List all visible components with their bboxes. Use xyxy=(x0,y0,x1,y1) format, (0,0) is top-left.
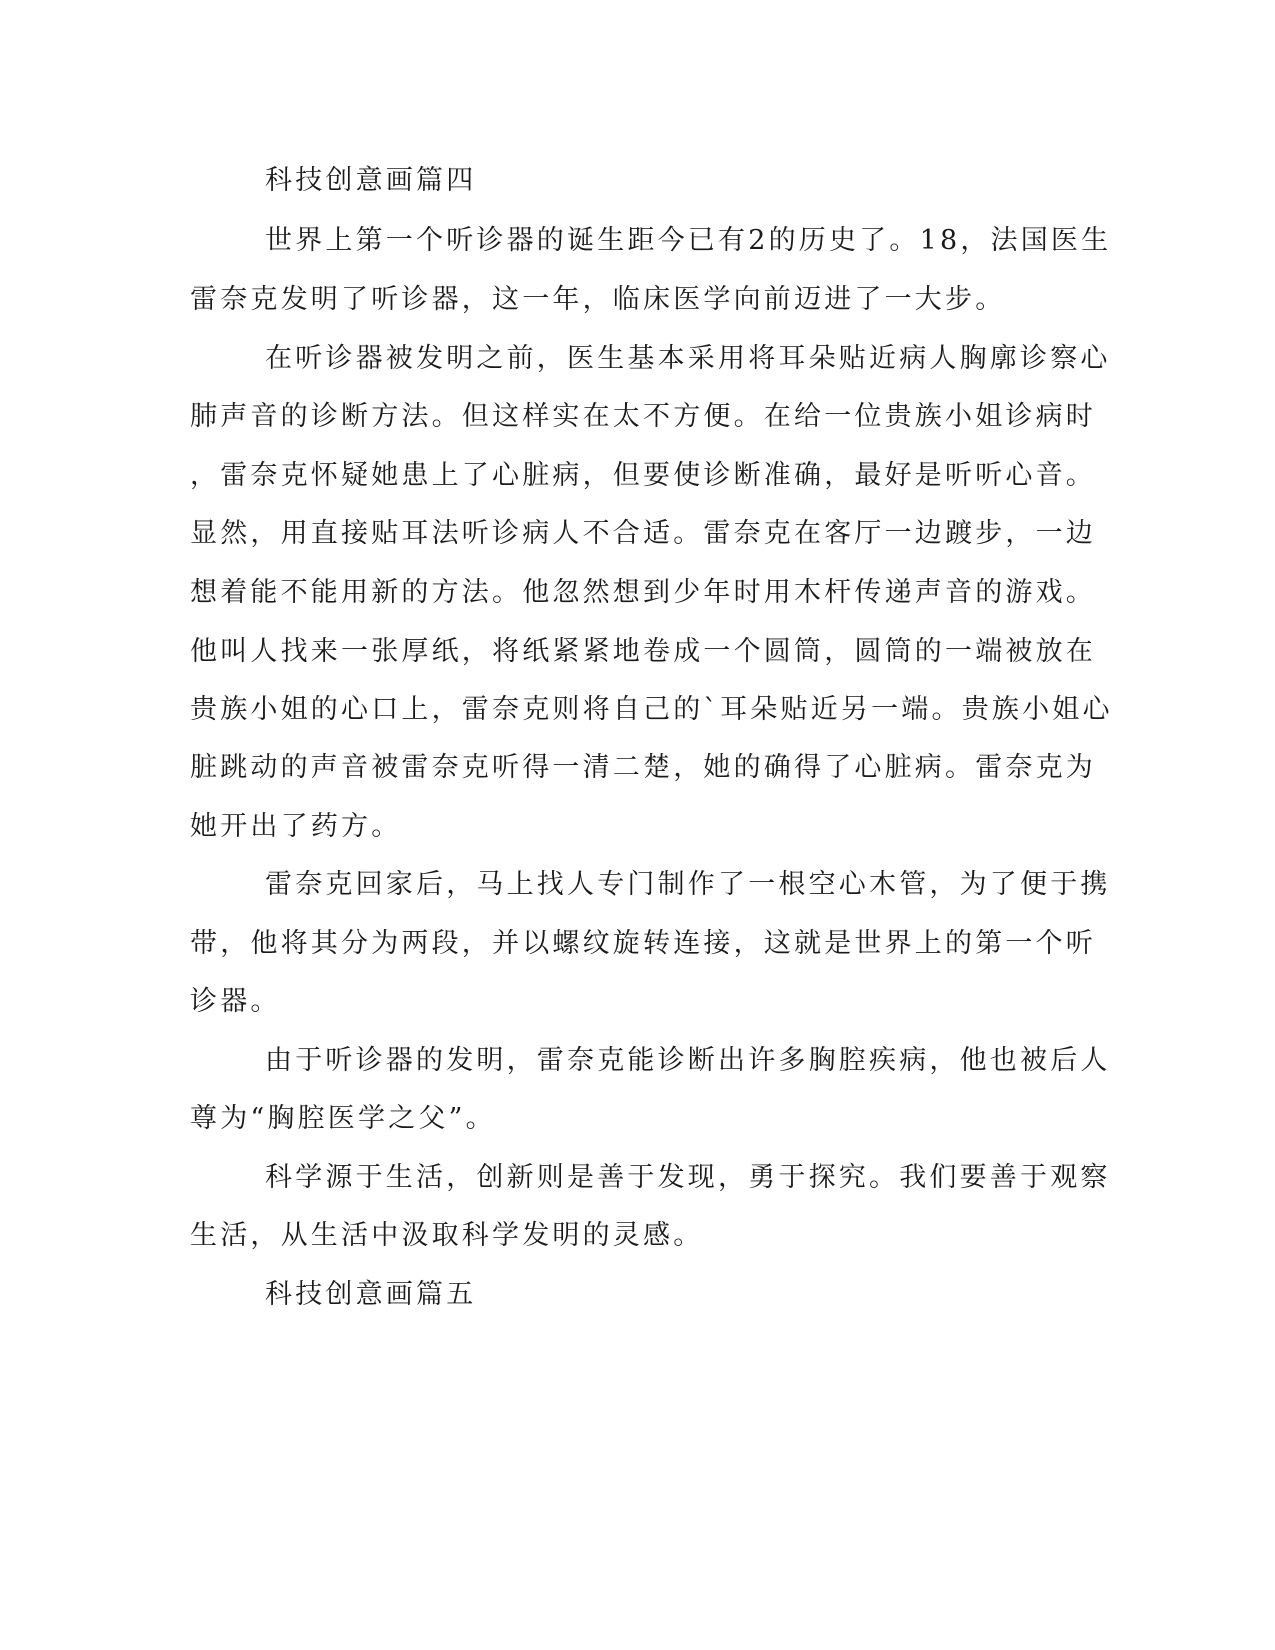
paragraph-line: 贵族小姐的心口上，雷奈克则将自己的`耳朵贴近另一端。贵族小姐心 xyxy=(190,694,1113,725)
paragraph-line: 由于听诊器的发明，雷奈克能诊断出许多胸腔疾病，他也被后人 xyxy=(265,1045,1111,1076)
paragraph-line: ，雷奈克怀疑她患上了心脏病，但要使诊断准确，最好是听听心音。 xyxy=(190,460,1096,491)
paragraph-line: 她开出了药方。 xyxy=(190,811,402,842)
paragraph-line: 尊为“胸腔医学之父”。 xyxy=(190,1103,496,1134)
section-heading: 科技创意画篇五 xyxy=(265,1279,477,1310)
paragraph-line: 显然，用直接贴耳法听诊病人不合适。雷奈克在客厅一边踱步，一边 xyxy=(190,518,1096,549)
paragraph-line: 雷奈克发明了听诊器，这一年，临床医学向前迈进了一大步。 xyxy=(190,284,1006,315)
paragraph-line: 他叫人找来一张厚纸，将纸紧紧地卷成一个圆筒，圆筒的一端被放在 xyxy=(190,636,1096,667)
paragraph-line: 生活，从生活中汲取科学发明的灵感。 xyxy=(190,1220,704,1251)
paragraph-line: 雷奈克回家后，马上找人专门制作了一根空心木管，为了便于携 xyxy=(265,869,1111,900)
paragraph-line: 带，他将其分为两段，并以螺纹旋转连接，这就是世界上的第一个听 xyxy=(190,928,1096,959)
paragraph-line: 脏跳动的声音被雷奈克听得一清二楚，她的确得了心脏病。雷奈克为 xyxy=(190,752,1096,783)
paragraph-line: 在听诊器被发明之前，医生基本采用将耳朵贴近病人胸廓诊察心 xyxy=(265,343,1111,374)
paragraph-line: 想着能不能用新的方法。他忽然想到少年时用木杆传递声音的游戏。 xyxy=(190,577,1096,608)
section-heading: 科技创意画篇四 xyxy=(265,165,477,196)
paragraph-line: 肺声音的诊断方法。但这样实在太不方便。在给一位贵族小姐诊病时 xyxy=(190,401,1096,432)
paragraph-line: 诊器。 xyxy=(190,986,281,1017)
paragraph-line: 科学源于生活，创新则是善于发现，勇于探究。我们要善于观察 xyxy=(265,1162,1111,1193)
paragraph-line: 世界上第一个听诊器的诞生距今已有2的历史了。18，法国医生 xyxy=(265,225,1112,256)
